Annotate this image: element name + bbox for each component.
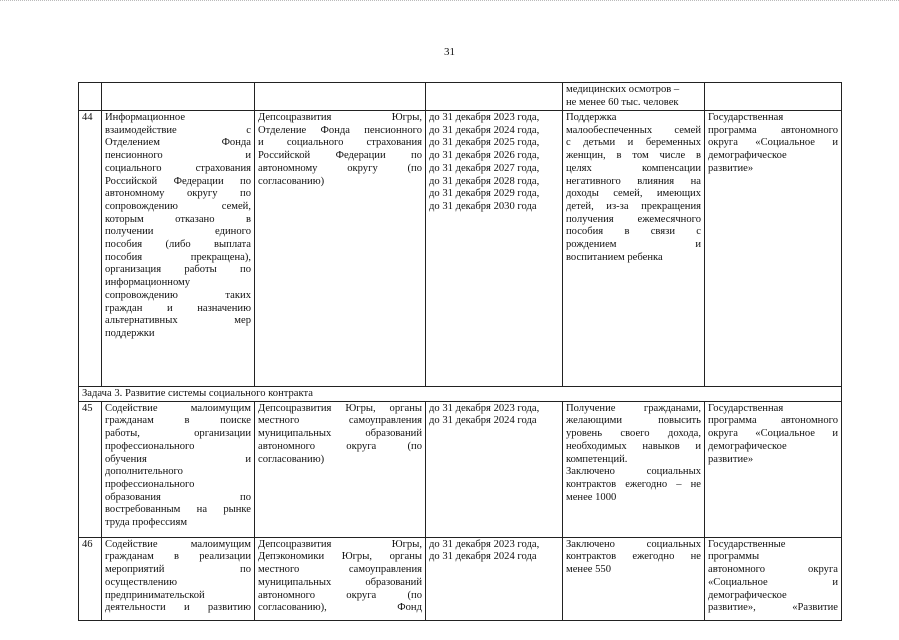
- cell-program: [705, 537, 842, 620]
- text-line: поддержки: [105, 327, 155, 339]
- cell-responsible: [255, 83, 426, 111]
- table-row-46: [79, 537, 842, 620]
- text-line: организация работы по: [105, 264, 251, 276]
- text-line: осуществлению: [105, 576, 177, 588]
- text-line: контрактов ежегодно – не: [566, 478, 701, 490]
- text-line: программа автономного: [708, 124, 838, 136]
- text-line: женщин, в том числе в: [566, 150, 701, 162]
- text-line: доходы семей, имеющих: [566, 188, 701, 200]
- text-line: до 31 декабря 2024 года: [429, 415, 537, 427]
- cell-deadline: [426, 401, 563, 537]
- text-line: менее 550: [566, 564, 612, 576]
- text-line: пособия прекращена),: [105, 251, 251, 263]
- text-line: программа автономного: [708, 415, 838, 427]
- text-line: дополнительного: [105, 466, 183, 478]
- text-line: до 31 декабря 2025 года,: [429, 137, 540, 149]
- text-line: сопровождению таких: [105, 289, 251, 301]
- text-line: Заключено социальных: [566, 466, 701, 478]
- text-line: негативного влияния на: [566, 175, 701, 187]
- text-line: уровень своего дохода,: [566, 428, 701, 440]
- text-line: округа «Социальное и: [708, 137, 838, 149]
- text-line: Депсоцразвития Югры,: [258, 112, 422, 123]
- text-line: до 31 декабря 2024 года: [429, 551, 537, 563]
- cell-activity: [102, 83, 255, 111]
- cell-num: [79, 83, 102, 111]
- text-line: автономному округу по: [105, 188, 251, 200]
- text-line: Информационное: [105, 112, 186, 123]
- text-line: автономному округу (по: [258, 162, 422, 174]
- text-line: до 31 декабря 2023 года,: [429, 538, 540, 550]
- text-line: Отделение Фонда пенсионного: [258, 124, 422, 136]
- text-line: Заключено социальных: [566, 538, 701, 550]
- cell-result: [563, 537, 705, 620]
- text-line: пособия (либо выплата: [105, 239, 251, 251]
- text-line: до 31 декабря 2024 года,: [429, 124, 540, 136]
- text-line: муниципальных образований: [258, 576, 422, 588]
- text-line: Отделением Фонда: [105, 137, 251, 149]
- cell-deadline: [426, 537, 563, 620]
- text-line: Содействие малоимущим: [105, 538, 251, 550]
- text-line: до 31 декабря 2023 года,: [429, 402, 540, 414]
- text-line: автономного округа: [708, 564, 838, 576]
- text-line: демографическое: [708, 150, 787, 162]
- text-line: профессионального: [105, 440, 195, 452]
- text-line: компетенций.: [566, 453, 628, 465]
- text-line: работы, организации: [105, 428, 251, 440]
- text-line: Российской Федерации по: [105, 175, 251, 187]
- text-line: согласованию), Фонд: [258, 602, 422, 614]
- text-line: программы: [708, 551, 760, 563]
- text-line: менее 1000: [566, 491, 617, 503]
- text-line: местного самоуправления: [258, 564, 422, 576]
- text-line: социального страхования: [105, 162, 251, 174]
- cell-num: 45: [79, 401, 102, 537]
- text-line: не менее 60 тыс. человек: [566, 96, 679, 108]
- text-line: взаимодействие с: [105, 124, 251, 136]
- text-line: медицинских осмотров –: [566, 84, 680, 95]
- text-line: и социального страхования: [258, 137, 422, 149]
- cell-activity: [102, 401, 255, 537]
- table-row-45: [79, 401, 842, 537]
- text-line: предпринимательской: [105, 589, 205, 601]
- text-line: необходимых навыков и: [566, 440, 701, 452]
- cell-result: [563, 401, 705, 537]
- text-line: до 31 декабря 2030 года: [429, 200, 537, 212]
- text-line: автономного округа (по: [258, 589, 422, 601]
- text-line: с детьми и беременных: [566, 137, 701, 149]
- text-line: демографическое: [708, 589, 787, 601]
- text-line: граждан и назначению: [105, 302, 251, 314]
- text-line: согласованию): [258, 175, 325, 187]
- cell-activity: [102, 111, 255, 387]
- text-line: округа «Социальное и: [708, 428, 838, 440]
- text-line: профессионального: [105, 478, 195, 490]
- text-line: до 31 декабря 2028 года,: [429, 175, 540, 187]
- text-line: востребованным на рынке: [105, 504, 251, 516]
- text-line: гражданам в поиске: [105, 415, 251, 427]
- text-line: Депсоцразвития Югры, органы: [258, 402, 422, 414]
- table-row-44: [79, 111, 842, 387]
- text-line: контрактов ежегодно не: [566, 551, 701, 563]
- text-line: Депэкономики Югры, органы: [258, 551, 422, 563]
- text-line: до 31 декабря 2029 года,: [429, 188, 540, 200]
- text-line: пособия в связи с: [566, 226, 701, 238]
- text-line: мероприятий по: [105, 564, 251, 576]
- text-line: пенсионного и: [105, 150, 251, 162]
- text-line: «Социальное и: [708, 576, 838, 588]
- table-row-task-3: [79, 387, 842, 402]
- cell-deadline: [426, 83, 563, 111]
- text-line: сопровождению семей,: [105, 200, 251, 212]
- text-line: Получение гражданами,: [566, 402, 701, 414]
- text-line: муниципальных образований: [258, 428, 422, 440]
- text-line: гражданам в реализации: [105, 551, 251, 563]
- text-line: демографическое: [708, 440, 787, 452]
- text-line: до 31 декабря 2026 года,: [429, 150, 540, 162]
- text-line: до 31 декабря 2023 года,: [429, 112, 540, 123]
- cell-program: [705, 83, 842, 111]
- text-line: обучения и: [105, 453, 251, 465]
- cell-responsible: [255, 111, 426, 387]
- measures-table: [78, 82, 842, 621]
- text-line: Содействие малоимущим: [105, 402, 251, 414]
- text-line: Государственная: [708, 402, 784, 414]
- text-line: информационному: [105, 277, 191, 289]
- text-line: получении единого: [105, 226, 251, 238]
- text-line: альтернативных мер: [105, 315, 251, 327]
- text-line: согласованию): [258, 453, 325, 465]
- text-line: малообеспеченных семей: [566, 124, 701, 136]
- cell-activity: [102, 537, 255, 620]
- cell-program: [705, 111, 842, 387]
- cell-responsible: [255, 537, 426, 620]
- cell-result: [563, 111, 705, 387]
- text-line: получения ежемесячного: [566, 213, 701, 225]
- text-line: до 31 декабря 2027 года,: [429, 162, 540, 174]
- text-line: развитие», «Развитие: [708, 602, 838, 614]
- text-line: образования по: [105, 491, 251, 503]
- text-line: целях компенсации: [566, 162, 701, 174]
- text-line: развитие»: [708, 162, 754, 174]
- text-line: детей, из-за прекращения: [566, 200, 701, 212]
- text-line: желающими повысить: [566, 415, 701, 427]
- text-line: труда профессиям: [105, 517, 188, 529]
- text-line: воспитанием ребенка: [566, 251, 663, 263]
- cell-result: [563, 83, 705, 111]
- text-line: автономного округа (по: [258, 440, 422, 452]
- cell-deadline: [426, 111, 563, 387]
- table-row-continuation: [79, 83, 842, 111]
- text-line: Государственные: [708, 538, 786, 550]
- text-line: деятельности и развитию: [105, 602, 251, 614]
- page-top-edge: [0, 0, 899, 5]
- page-number: 31: [444, 46, 455, 58]
- text-line: рождением и: [566, 239, 701, 251]
- text-line: Депсоцразвития Югры,: [258, 538, 422, 550]
- cell-responsible: [255, 401, 426, 537]
- text-line: развитие»: [708, 453, 754, 465]
- cell-num: 44: [79, 111, 102, 387]
- cell-num: 46: [79, 537, 102, 620]
- text-line: местного самоуправления: [258, 415, 422, 427]
- text-line: Российской Федерации по: [258, 150, 422, 162]
- cell-program: [705, 401, 842, 537]
- text-line: Поддержка: [566, 112, 617, 123]
- task-heading: Задача 3. Развитие системы социального контракта: [79, 387, 842, 402]
- text-line: Государственная: [708, 112, 784, 123]
- text-line: которым отказано в: [105, 213, 251, 225]
